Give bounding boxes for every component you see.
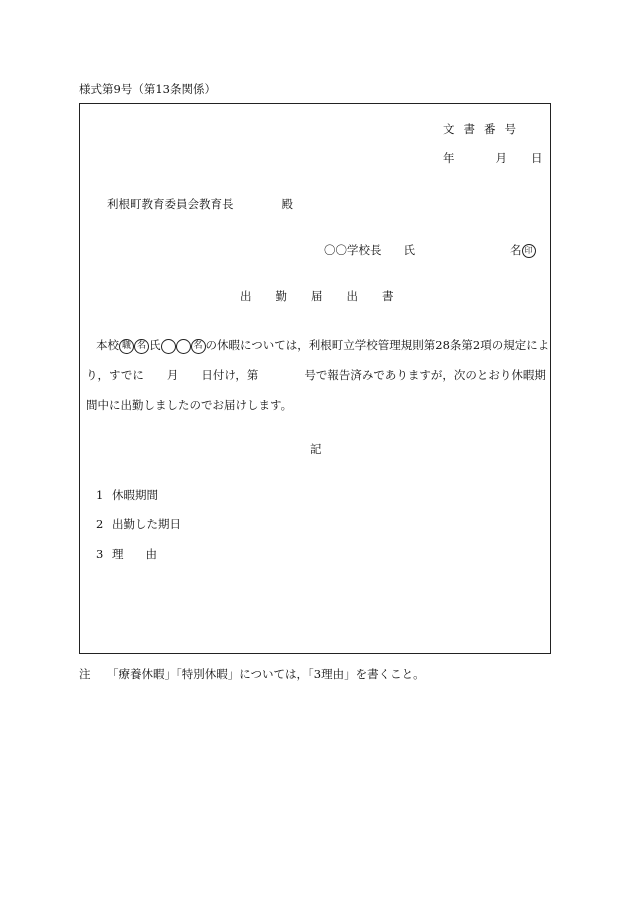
date-line xyxy=(443,150,543,166)
list-item xyxy=(96,546,157,562)
doc-title xyxy=(240,288,418,304)
month-label: 月 xyxy=(495,151,507,165)
footnote-lead: 注 xyxy=(79,667,91,681)
seal-icon: 印 xyxy=(522,244,536,258)
circled-shoku-icon: 職 xyxy=(119,339,134,354)
blank-circle-icon xyxy=(161,339,176,354)
title-char-1: 出 xyxy=(240,289,252,303)
day-label: 日 xyxy=(531,151,543,165)
list-item xyxy=(96,516,181,532)
body-text-rest: の休暇については，利根町立学校管理規則第28条第2項の規定によ xyxy=(205,338,550,352)
item-number: 3 xyxy=(96,547,104,561)
body-text-school: 本校 xyxy=(96,338,119,352)
title-char-4: 出 xyxy=(346,289,358,303)
sender-principal: 〇〇学校長 xyxy=(324,243,382,257)
list-item xyxy=(96,487,158,503)
body-line-3: 間中に出勤しましたのでお届けします。 xyxy=(86,398,293,412)
addressee xyxy=(107,196,293,212)
doc-number-label: 文書番号 xyxy=(443,122,525,136)
item-label-b: 由 xyxy=(145,547,157,561)
body-text xyxy=(86,330,550,420)
item-number: 2 xyxy=(96,517,104,531)
item-label: 出勤した期日 xyxy=(112,517,181,531)
circled-mei-icon: 名 xyxy=(134,339,149,354)
sender-name-label: 氏 xyxy=(403,243,415,257)
title-char-5: 書 xyxy=(382,289,394,303)
form-id: 様式第9号（第13条関係） xyxy=(79,82,216,96)
body-line-2: り，すでに 月 日付け，第 号で報告済みでありますが，次のとおり休暇期 xyxy=(86,368,546,382)
circled-mei-icon: 名 xyxy=(191,339,206,354)
addressee-name: 利根町教育委員会教育長 xyxy=(107,197,234,211)
item-label-a: 理 xyxy=(112,547,124,561)
sender xyxy=(324,242,533,258)
footnote-text: 「療養休暇」「特別休暇」については，「3理由」を書くこと。 xyxy=(107,667,425,681)
addressee-honorific: 殿 xyxy=(281,197,293,211)
sender-name-end-text: 名 xyxy=(510,243,522,257)
title-char-2: 勤 xyxy=(275,289,287,303)
title-char-3: 届 xyxy=(311,289,323,303)
item-number: 1 xyxy=(96,488,104,502)
note-heading: 記 xyxy=(310,442,322,456)
footnote xyxy=(79,666,425,682)
sender-name-end xyxy=(510,242,536,258)
blank-circle-icon xyxy=(176,339,191,354)
body-text-shi: 氏 xyxy=(149,338,161,352)
item-label: 休暇期間 xyxy=(112,488,158,502)
year-label: 年 xyxy=(443,151,455,165)
body-line-1 xyxy=(86,330,550,360)
